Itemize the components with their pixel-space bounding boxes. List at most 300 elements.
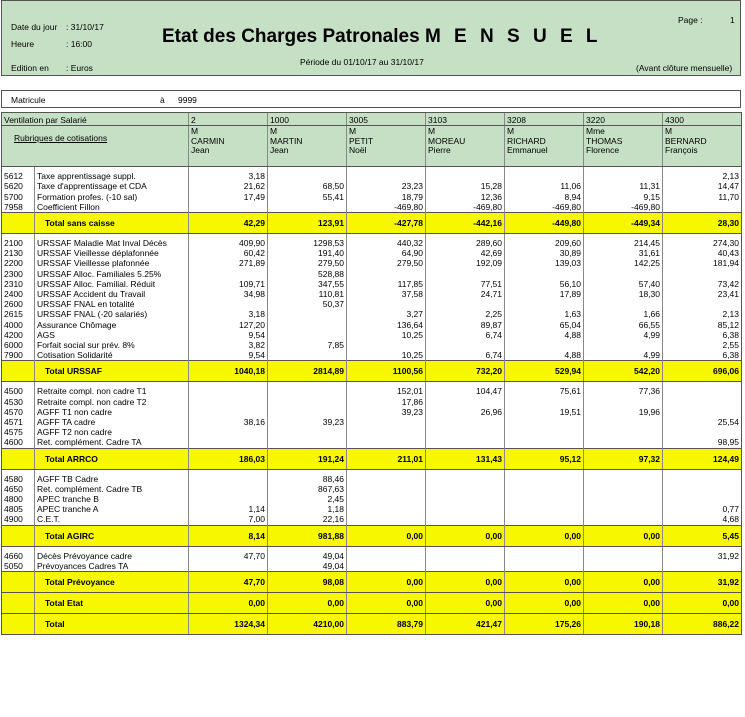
rubric-value xyxy=(584,551,663,561)
rubric-value: 66,55 xyxy=(584,320,663,330)
total-value: 0,00 xyxy=(505,525,584,546)
rubric-label: Décès Prévoyance cadre xyxy=(35,551,189,561)
rubric-value: 191,40 xyxy=(268,248,347,258)
employee-first: Florence xyxy=(586,145,620,156)
table-row xyxy=(2,561,742,572)
rubric-label: C.E.T. xyxy=(35,514,189,525)
rubric-label: AGFF T2 non cadre xyxy=(35,427,189,437)
rubric-value xyxy=(426,299,505,309)
rubric-value xyxy=(584,484,663,494)
rubric-value xyxy=(426,427,505,437)
rubric-value: 104,47 xyxy=(426,386,505,396)
rubric-label: Retraite compl. non cadre T1 xyxy=(35,386,189,396)
rubric-label: Taxe apprentissage suppl. xyxy=(35,171,189,181)
edition-label: Edition en xyxy=(11,63,49,73)
total-value: 28,30 xyxy=(663,213,742,234)
rubric-code: 4660 xyxy=(2,551,35,561)
table-row xyxy=(2,427,742,437)
total-code-cell xyxy=(2,213,35,234)
rubric-value xyxy=(426,551,505,561)
rubric-code: 2615 xyxy=(2,309,35,319)
total-value: 98,08 xyxy=(268,572,347,593)
rubric-code: 5700 xyxy=(2,192,35,202)
table-row xyxy=(2,258,742,268)
rubric-value: 17,86 xyxy=(347,397,426,407)
date-value: : 31/10/17 xyxy=(66,22,104,32)
rubric-code: 5612 xyxy=(2,171,35,181)
total-value: 0,00 xyxy=(347,525,426,546)
total-row xyxy=(2,525,742,546)
rubric-value: 4,99 xyxy=(584,350,663,361)
matricule-value: 9999 xyxy=(178,95,197,105)
hour-label: Heure xyxy=(11,39,35,49)
page-number: 1 xyxy=(730,15,735,25)
rubric-value xyxy=(584,437,663,448)
rubric-code: 2100 xyxy=(2,238,35,248)
rubric-value xyxy=(663,474,742,484)
table-row xyxy=(2,407,742,417)
rubric-value xyxy=(663,561,742,572)
total-value: 42,29 xyxy=(189,213,268,234)
rubric-value xyxy=(347,474,426,484)
rubric-value xyxy=(584,299,663,309)
table-row xyxy=(2,181,742,191)
total-value: 0,00 xyxy=(584,593,663,614)
rubric-value xyxy=(505,551,584,561)
rubric-label: Coefficient Fillon xyxy=(35,202,189,213)
employee-name-cell xyxy=(347,126,426,167)
rubric-value xyxy=(584,397,663,407)
rubric-value: 23,23 xyxy=(347,181,426,191)
rubric-code: 5050 xyxy=(2,561,35,572)
rubric-value xyxy=(663,269,742,279)
rubric-value: 40,43 xyxy=(663,248,742,258)
rubric-value: 1,66 xyxy=(584,309,663,319)
rubric-value xyxy=(268,202,347,213)
rubric-value: 31,92 xyxy=(663,551,742,561)
rubric-value: 42,69 xyxy=(426,248,505,258)
total-value: -449,34 xyxy=(584,213,663,234)
rubric-code: 2300 xyxy=(2,269,35,279)
rubric-value xyxy=(347,299,426,309)
table-row xyxy=(2,171,742,181)
rubric-value xyxy=(584,494,663,504)
rubric-value xyxy=(347,484,426,494)
rubric-label: AGS xyxy=(35,330,189,340)
rubric-value: 23,41 xyxy=(663,289,742,299)
rubric-value xyxy=(663,427,742,437)
total-label: Total Etat xyxy=(35,593,189,614)
total-value: 0,00 xyxy=(268,593,347,614)
rubric-code: 4800 xyxy=(2,494,35,504)
rubric-value: 17,49 xyxy=(189,192,268,202)
rubric-value xyxy=(268,386,347,396)
rubric-code: 4000 xyxy=(2,320,35,330)
rubric-value xyxy=(663,407,742,417)
total-label: Total URSSAF xyxy=(35,361,189,382)
rubric-value: 57,40 xyxy=(584,279,663,289)
total-value: 190,18 xyxy=(584,614,663,635)
report-title-mode: M E N S U E L xyxy=(424,26,602,47)
total-value: 0,00 xyxy=(347,593,426,614)
rubric-value xyxy=(268,427,347,437)
total-code-cell xyxy=(2,361,35,382)
rubric-value xyxy=(505,484,584,494)
rubric-value xyxy=(347,427,426,437)
employee-code: 1000 xyxy=(268,113,347,126)
rubriques-header xyxy=(2,126,189,167)
total-value: 2814,89 xyxy=(268,361,347,382)
rubric-label: Ret. complément. Cadre TA xyxy=(35,437,189,448)
rubric-value xyxy=(426,437,505,448)
rubric-value xyxy=(584,171,663,181)
total-value: 31,92 xyxy=(663,572,742,593)
rubric-value: 39,23 xyxy=(268,417,347,427)
rubric-label: Cotisation Solidarité xyxy=(35,350,189,361)
rubric-value: 15,28 xyxy=(426,181,505,191)
rubric-value: 6,74 xyxy=(426,330,505,340)
grand-total-row xyxy=(2,593,742,614)
rubric-value: 0,77 xyxy=(663,504,742,514)
employee-title: M xyxy=(428,126,436,137)
rubric-value: -469,80 xyxy=(505,202,584,213)
total-value: 0,00 xyxy=(189,593,268,614)
closure-note: (Avant clôture mensuelle) xyxy=(636,63,733,73)
rubric-value: 9,54 xyxy=(189,330,268,340)
rubric-value xyxy=(426,484,505,494)
rubric-label: Prévoyances Cadres TA xyxy=(35,561,189,572)
total-row xyxy=(2,572,742,593)
rubric-value: 6,38 xyxy=(663,330,742,340)
rubric-value xyxy=(189,397,268,407)
employee-names-row xyxy=(2,126,742,167)
rubric-value: 50,37 xyxy=(268,299,347,309)
employee-code: 3103 xyxy=(426,113,505,126)
rubric-value xyxy=(189,484,268,494)
rubric-value: 109,71 xyxy=(189,279,268,289)
rubric-value: 11,70 xyxy=(663,192,742,202)
rubric-value: 279,50 xyxy=(347,258,426,268)
rubric-label: AGFF TB Cadre xyxy=(35,474,189,484)
rubric-value xyxy=(663,484,742,494)
rubric-value: 6,38 xyxy=(663,350,742,361)
total-value: 883,79 xyxy=(347,614,426,635)
report-title xyxy=(162,26,602,48)
rubric-value xyxy=(189,202,268,213)
rubric-value: -469,80 xyxy=(347,202,426,213)
rubric-value: 85,12 xyxy=(663,320,742,330)
total-value: 5,45 xyxy=(663,525,742,546)
table-row xyxy=(2,248,742,258)
rubric-label: Forfait social sur prév. 8% xyxy=(35,340,189,350)
total-value: 131,43 xyxy=(426,448,505,469)
charges-table xyxy=(1,112,742,635)
rubric-value: 117,85 xyxy=(347,279,426,289)
rubric-value: 9,54 xyxy=(189,350,268,361)
rubric-value xyxy=(505,397,584,407)
rubric-value: 77,36 xyxy=(584,386,663,396)
rubric-value: 60,42 xyxy=(189,248,268,258)
rubric-value: 7,85 xyxy=(268,340,347,350)
total-label: Total Prévoyance xyxy=(35,572,189,593)
report-header xyxy=(1,0,741,76)
rubric-value xyxy=(663,494,742,504)
rubric-value: 1,63 xyxy=(505,309,584,319)
table-row xyxy=(2,386,742,396)
employee-first: Jean xyxy=(270,145,289,156)
rubric-value: 2,45 xyxy=(268,494,347,504)
employee-last: CARMIN xyxy=(191,135,225,146)
employee-title: M xyxy=(507,126,515,137)
rubric-label: Assurance Chômage xyxy=(35,320,189,330)
employee-code: 2 xyxy=(189,113,268,126)
rubric-value xyxy=(426,397,505,407)
rubric-code: 4600 xyxy=(2,437,35,448)
rubric-value: 49,04 xyxy=(268,561,347,572)
rubric-value: 31,61 xyxy=(584,248,663,258)
rubric-value xyxy=(505,437,584,448)
rubric-value: 209,60 xyxy=(505,238,584,248)
rubric-label: URSSAF Vieillesse plafonnée xyxy=(35,258,189,268)
rubric-value xyxy=(268,437,347,448)
rubric-code: 4500 xyxy=(2,386,35,396)
rubric-value xyxy=(347,504,426,514)
table-row xyxy=(2,340,742,350)
report-period: Période du 01/10/17 au 31/10/17 xyxy=(300,57,424,67)
rubric-value: 17,89 xyxy=(505,289,584,299)
rubric-value: -469,80 xyxy=(584,202,663,213)
table-row xyxy=(2,504,742,514)
rubric-value: 22,16 xyxy=(268,514,347,525)
rubric-value: 11,06 xyxy=(505,181,584,191)
rubric-value xyxy=(347,417,426,427)
rubric-value: 26,96 xyxy=(426,407,505,417)
total-value: 886,22 xyxy=(663,614,742,635)
total-value: 47,70 xyxy=(189,572,268,593)
rubric-value xyxy=(268,407,347,417)
rubric-value xyxy=(584,474,663,484)
rubric-value xyxy=(189,427,268,437)
rubric-value xyxy=(505,269,584,279)
rubric-value: 214,45 xyxy=(584,238,663,248)
rubric-code: 2130 xyxy=(2,248,35,258)
rubric-value: 289,60 xyxy=(426,238,505,248)
rubric-value: 19,96 xyxy=(584,407,663,417)
total-label: Total sans caisse xyxy=(35,213,189,234)
rubric-value xyxy=(268,309,347,319)
rubric-value xyxy=(426,494,505,504)
employee-code: 3208 xyxy=(505,113,584,126)
total-label: Total ARRCO xyxy=(35,448,189,469)
total-value: 0,00 xyxy=(426,525,505,546)
employee-codes-row xyxy=(2,113,742,126)
total-value: 0,00 xyxy=(426,593,505,614)
total-value: 175,26 xyxy=(505,614,584,635)
employee-last: MOREAU xyxy=(428,135,466,146)
rubric-value: 75,61 xyxy=(505,386,584,396)
rubric-value xyxy=(347,561,426,572)
rubric-value: 192,09 xyxy=(426,258,505,268)
employee-first: Jean xyxy=(191,145,210,156)
rubric-value: 2,13 xyxy=(663,309,742,319)
rubric-value: 88,46 xyxy=(268,474,347,484)
rubric-value xyxy=(584,269,663,279)
rubric-value: 39,23 xyxy=(347,407,426,417)
rubric-code: 4900 xyxy=(2,514,35,525)
total-value: 95,12 xyxy=(505,448,584,469)
rubric-label: APEC tranche B xyxy=(35,494,189,504)
table-row xyxy=(2,202,742,213)
total-value: 0,00 xyxy=(426,572,505,593)
rubriques-label: Rubriques de cotisations xyxy=(14,133,108,144)
rubric-value: 10,25 xyxy=(347,350,426,361)
rubric-value: 136,64 xyxy=(347,320,426,330)
total-value: 542,20 xyxy=(584,361,663,382)
table-row xyxy=(2,279,742,289)
total-value: 8,14 xyxy=(189,525,268,546)
employee-name-cell xyxy=(189,126,268,167)
rubric-value: 37,58 xyxy=(347,289,426,299)
employee-first: Pierre xyxy=(428,145,451,156)
rubric-value: 11,31 xyxy=(584,181,663,191)
rubric-value xyxy=(426,340,505,350)
rubric-value xyxy=(663,397,742,407)
rubric-value: 4,88 xyxy=(505,350,584,361)
rubric-value: 139,03 xyxy=(505,258,584,268)
rubric-value xyxy=(347,514,426,525)
rubric-label: APEC tranche A xyxy=(35,504,189,514)
total-value: -427,78 xyxy=(347,213,426,234)
rubric-value xyxy=(505,417,584,427)
table-row xyxy=(2,437,742,448)
rubric-value: 127,20 xyxy=(189,320,268,330)
rubric-code: 7958 xyxy=(2,202,35,213)
rubric-label: AGFF T1 non cadre xyxy=(35,407,189,417)
matricule-operator: à xyxy=(160,95,165,105)
employee-first: Emmanuel xyxy=(507,145,548,156)
rubric-value: 65,04 xyxy=(505,320,584,330)
rubric-value: 68,50 xyxy=(268,181,347,191)
rubric-value: 3,82 xyxy=(189,340,268,350)
employee-name-cell xyxy=(426,126,505,167)
rubric-value: 34,98 xyxy=(189,289,268,299)
rubric-value xyxy=(189,386,268,396)
rubric-code: 2400 xyxy=(2,289,35,299)
total-value: 529,94 xyxy=(505,361,584,382)
rubric-code: 4200 xyxy=(2,330,35,340)
rubric-label: Formation profes. (-10 sal) xyxy=(35,192,189,202)
total-value: 1324,34 xyxy=(189,614,268,635)
total-label: Total xyxy=(35,614,189,635)
employee-name-cell xyxy=(584,126,663,167)
total-value: 732,20 xyxy=(426,361,505,382)
rubric-value xyxy=(347,340,426,350)
rubric-value: 10,25 xyxy=(347,330,426,340)
rubric-value: 24,71 xyxy=(426,289,505,299)
rubric-label: Retraite compl. non cadre T2 xyxy=(35,397,189,407)
total-code-cell xyxy=(2,572,35,593)
grand-total-row xyxy=(2,614,742,635)
rubric-value xyxy=(189,494,268,504)
rubric-value xyxy=(189,474,268,484)
employee-title: M xyxy=(191,126,199,137)
rubric-value xyxy=(347,269,426,279)
rubric-code: 4580 xyxy=(2,474,35,484)
rubric-value: 440,32 xyxy=(347,238,426,248)
rubric-value xyxy=(268,330,347,340)
rubric-code: 2310 xyxy=(2,279,35,289)
table-row xyxy=(2,309,742,319)
rubric-value: 55,41 xyxy=(268,192,347,202)
rubric-label: URSSAF FNAL en totalité xyxy=(35,299,189,309)
rubric-value xyxy=(584,417,663,427)
employee-last: BERNARD xyxy=(665,135,707,146)
rubric-label: Taxe d'apprentissage et CDA xyxy=(35,181,189,191)
rubric-value: 89,87 xyxy=(426,320,505,330)
rubric-value xyxy=(663,202,742,213)
table-row xyxy=(2,474,742,484)
employee-code: 3005 xyxy=(347,113,426,126)
rubric-value: 19,51 xyxy=(505,407,584,417)
rubric-code: 2200 xyxy=(2,258,35,268)
rubric-value: 528,88 xyxy=(268,269,347,279)
rubric-value: 4,99 xyxy=(584,330,663,340)
rubric-value xyxy=(663,386,742,396)
rubric-value: 3,18 xyxy=(189,309,268,319)
rubric-value: 279,50 xyxy=(268,258,347,268)
rubric-value: 1,18 xyxy=(268,504,347,514)
rubric-code: 6000 xyxy=(2,340,35,350)
rubric-value: 56,10 xyxy=(505,279,584,289)
rubric-code: 7900 xyxy=(2,350,35,361)
total-code-cell xyxy=(2,448,35,469)
total-value: 97,32 xyxy=(584,448,663,469)
rubric-value xyxy=(189,269,268,279)
total-row xyxy=(2,361,742,382)
rubric-value xyxy=(347,494,426,504)
total-label: Total AGIRC xyxy=(35,525,189,546)
page-label: Page : xyxy=(678,15,703,25)
rubric-label: URSSAF FNAL (-20 salariés) xyxy=(35,309,189,319)
rubric-code: 5620 xyxy=(2,181,35,191)
table-row xyxy=(2,417,742,427)
rubric-value xyxy=(347,437,426,448)
rubric-value xyxy=(268,350,347,361)
ventilation-label: Ventilation par Salarié xyxy=(2,113,189,126)
rubric-label: Ret. complément. Cadre TB xyxy=(35,484,189,494)
rubric-value xyxy=(505,561,584,572)
rubric-label: URSSAF Vieillesse déplafonnée xyxy=(35,248,189,258)
rubric-value: 73,42 xyxy=(663,279,742,289)
total-value: 981,88 xyxy=(268,525,347,546)
rubric-value: 1,14 xyxy=(189,504,268,514)
rubric-value: 6,74 xyxy=(426,350,505,361)
total-code-cell xyxy=(2,525,35,546)
rubric-code: 4805 xyxy=(2,504,35,514)
employee-name-cell xyxy=(663,126,742,167)
rubric-value: 271,89 xyxy=(189,258,268,268)
rubric-value: 2,13 xyxy=(663,171,742,181)
table-row xyxy=(2,289,742,299)
table-row xyxy=(2,299,742,309)
total-value: 1040,18 xyxy=(189,361,268,382)
employee-last: MARTIN xyxy=(270,135,303,146)
total-value: 0,00 xyxy=(347,572,426,593)
employee-code: 3220 xyxy=(584,113,663,126)
rubric-value xyxy=(268,320,347,330)
employee-first: François xyxy=(665,145,698,156)
total-value: 1100,56 xyxy=(347,361,426,382)
